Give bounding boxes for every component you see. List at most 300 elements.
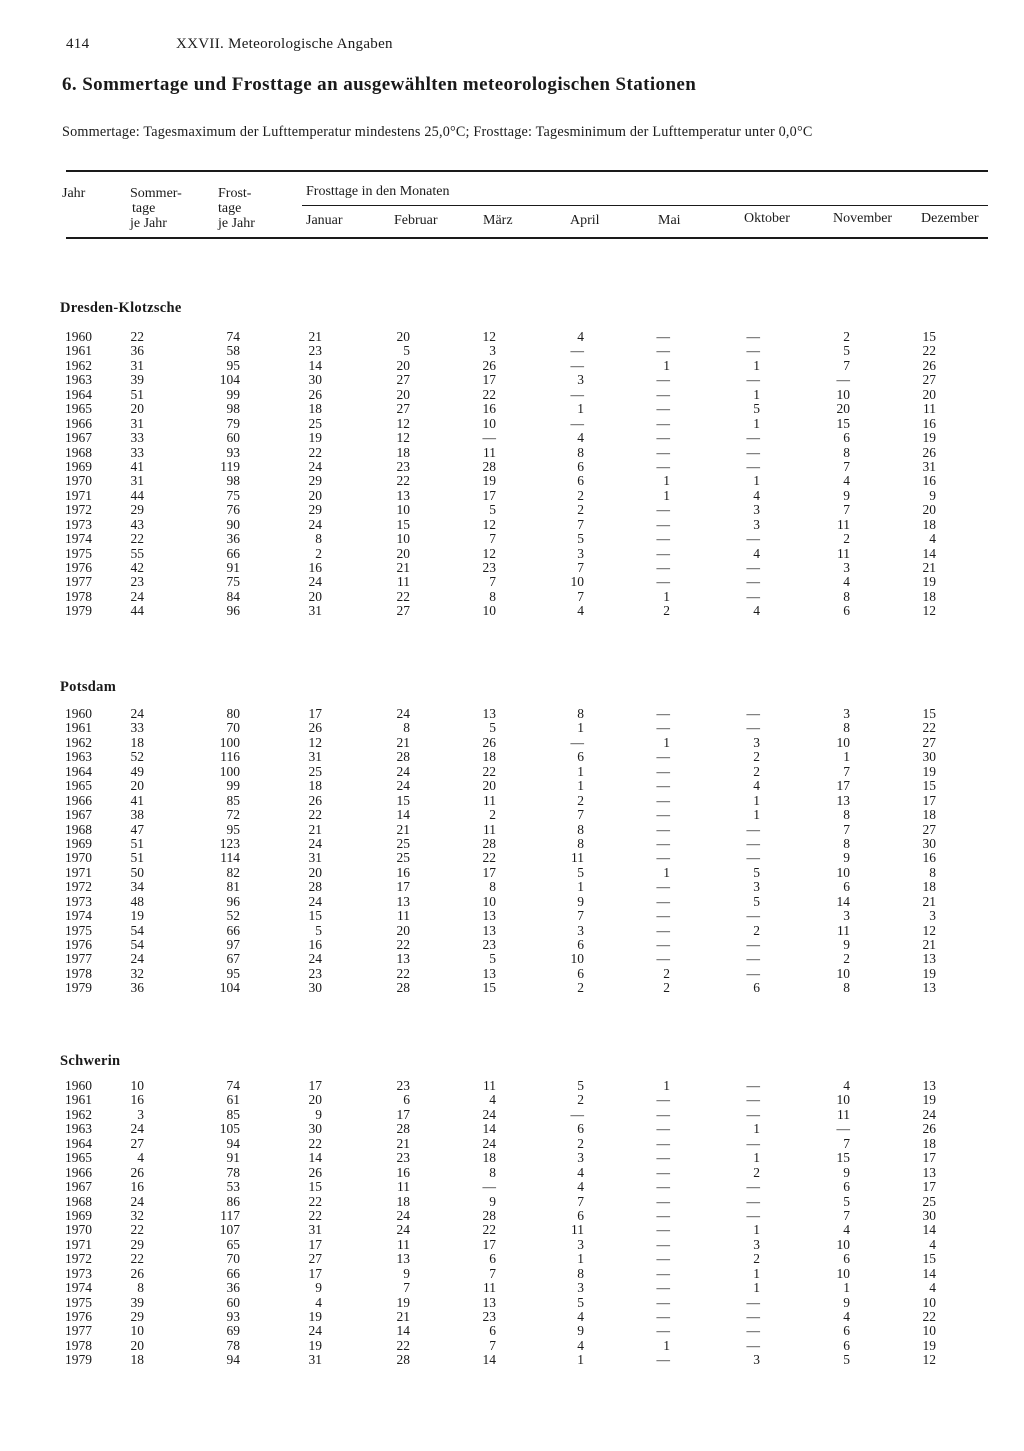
cell-november: 7 xyxy=(843,357,850,373)
cell-april: 8 xyxy=(577,444,584,460)
cell-mai: — xyxy=(656,1236,670,1252)
table-row xyxy=(0,765,1024,779)
table-row xyxy=(0,1195,1024,1209)
cell-frosttage: 53 xyxy=(226,1179,240,1195)
cell-januar: 18 xyxy=(308,778,322,794)
cell-sommertage: 31 xyxy=(130,473,144,489)
cell-frosttage: 78 xyxy=(226,1337,240,1353)
cell-dezember: 3 xyxy=(929,908,936,924)
table-row xyxy=(0,330,1024,344)
cell-oktober: 1 xyxy=(753,1265,760,1281)
cell-mai: — xyxy=(656,720,670,736)
cell-sommertage: 36 xyxy=(130,980,144,996)
cell-maerz: 24 xyxy=(482,1106,496,1122)
cell-dezember: 18 xyxy=(922,807,936,823)
cell-mai: — xyxy=(656,531,670,547)
table-row xyxy=(0,1079,1024,1093)
cell-year: 1966 xyxy=(65,415,92,431)
cell-frosttage: 36 xyxy=(226,1280,240,1296)
cell-frosttage: 93 xyxy=(226,1309,240,1324)
cell-frosttage: 60 xyxy=(226,1294,240,1310)
cell-november: 10 xyxy=(836,1265,850,1281)
table-row xyxy=(0,909,1024,923)
cell-year: 1976 xyxy=(65,937,92,952)
cell-sommertage: 29 xyxy=(130,502,144,518)
cell-april: 1 xyxy=(577,1251,584,1267)
cell-sommertage: 44 xyxy=(130,603,144,619)
cell-mai: — xyxy=(656,778,670,794)
cell-maerz: 13 xyxy=(482,1294,496,1310)
col-header-november: November xyxy=(833,211,893,226)
cell-januar: 12 xyxy=(308,734,322,750)
cell-sommertage: 22 xyxy=(130,1222,144,1238)
cell-oktober: 3 xyxy=(753,879,760,895)
cell-year: 1972 xyxy=(65,502,92,518)
cell-dezember: 13 xyxy=(922,1164,936,1180)
cell-maerz: 14 xyxy=(482,1352,496,1368)
cell-januar: 31 xyxy=(308,603,322,619)
cell-april: 2 xyxy=(577,487,584,503)
cell-januar: 15 xyxy=(308,908,322,924)
cell-april: 3 xyxy=(577,545,584,561)
cell-dezember: 4 xyxy=(929,531,936,547)
cell-year: 1969 xyxy=(65,458,92,474)
cell-april: 6 xyxy=(577,749,584,765)
cell-year: 1964 xyxy=(65,386,92,402)
cell-mai: 2 xyxy=(663,965,670,981)
cell-januar: 9 xyxy=(315,1106,322,1122)
table-row xyxy=(0,823,1024,837)
cell-mai: — xyxy=(656,706,670,721)
cell-januar: 22 xyxy=(308,1207,322,1223)
cell-januar: 17 xyxy=(308,706,322,721)
table-row xyxy=(0,736,1024,750)
cell-maerz: 5 xyxy=(489,502,496,518)
cell-januar: 31 xyxy=(308,1352,322,1368)
cell-dezember: 27 xyxy=(922,372,936,388)
col-header-sommertage-line1: Sommer- xyxy=(130,186,182,201)
cell-sommertage: 48 xyxy=(130,893,144,909)
cell-januar: 21 xyxy=(308,329,322,344)
cell-februar: 15 xyxy=(396,516,410,532)
cell-sommertage: 20 xyxy=(130,401,144,417)
header-top-rule xyxy=(66,170,988,172)
cell-mai: — xyxy=(656,1121,670,1137)
cell-februar: 9 xyxy=(403,1265,410,1281)
cell-dezember: 18 xyxy=(922,879,936,895)
cell-mai: — xyxy=(656,458,670,474)
table-row xyxy=(0,866,1024,880)
cell-februar: 7 xyxy=(403,1280,410,1296)
cell-frosttage: 70 xyxy=(226,720,240,736)
cell-februar: 24 xyxy=(396,706,410,721)
table-row xyxy=(0,518,1024,532)
cell-november: 20 xyxy=(836,401,850,417)
cell-sommertage: 41 xyxy=(130,458,144,474)
cell-dezember: 15 xyxy=(922,778,936,794)
cell-februar: 24 xyxy=(396,778,410,794)
cell-november: 2 xyxy=(843,329,850,344)
cell-maerz: 28 xyxy=(482,458,496,474)
col-header-frosttage-line3: je Jahr xyxy=(218,216,255,231)
cell-frosttage: 85 xyxy=(226,792,240,808)
cell-februar: 16 xyxy=(396,864,410,880)
cell-november: 11 xyxy=(837,1106,850,1122)
cell-januar: 26 xyxy=(308,1164,322,1180)
cell-januar: 16 xyxy=(308,937,322,952)
cell-januar: 14 xyxy=(308,357,322,373)
cell-frosttage: 93 xyxy=(226,444,240,460)
cell-januar: 31 xyxy=(308,1222,322,1238)
cell-frosttage: 74 xyxy=(226,329,240,344)
cell-sommertage: 3 xyxy=(137,1106,144,1122)
cell-april: 1 xyxy=(577,720,584,736)
table-row xyxy=(0,344,1024,358)
cell-april: 8 xyxy=(577,835,584,851)
cell-year: 1972 xyxy=(65,879,92,895)
cell-maerz: 22 xyxy=(482,763,496,779)
cell-oktober: — xyxy=(746,835,760,851)
cell-maerz: 15 xyxy=(482,980,496,996)
cell-april: — xyxy=(570,415,584,431)
cell-dezember: 31 xyxy=(922,458,936,474)
cell-dezember: 24 xyxy=(922,1106,936,1122)
cell-mai: — xyxy=(656,444,670,460)
cell-januar: 22 xyxy=(308,1193,322,1209)
cell-mai: — xyxy=(656,560,670,575)
cell-mai: 1 xyxy=(663,1337,670,1353)
cell-februar: 24 xyxy=(396,763,410,779)
cell-maerz: 14 xyxy=(482,1121,496,1137)
table-row xyxy=(0,851,1024,865)
cell-april: 3 xyxy=(577,1150,584,1166)
cell-dezember: 19 xyxy=(922,574,936,590)
cell-oktober: — xyxy=(746,1106,760,1122)
cell-oktober: 4 xyxy=(753,487,760,503)
cell-maerz: 4 xyxy=(489,1092,496,1108)
cell-maerz: 12 xyxy=(482,329,496,344)
cell-oktober: — xyxy=(746,444,760,460)
cell-year: 1979 xyxy=(65,980,92,996)
cell-februar: 13 xyxy=(396,487,410,503)
cell-februar: 22 xyxy=(396,473,410,489)
cell-year: 1964 xyxy=(65,1135,92,1151)
table-row xyxy=(0,590,1024,604)
cell-februar: 21 xyxy=(396,1309,410,1324)
cell-januar: 22 xyxy=(308,1135,322,1151)
col-header-sommertage-line2: tage xyxy=(132,201,156,216)
cell-februar: 12 xyxy=(396,415,410,431)
cell-april: 1 xyxy=(577,763,584,779)
cell-maerz: 8 xyxy=(489,588,496,604)
cell-dezember: 4 xyxy=(929,1280,936,1296)
cell-frosttage: 91 xyxy=(226,560,240,575)
cell-sommertage: 26 xyxy=(130,1164,144,1180)
cell-year: 1961 xyxy=(65,343,92,359)
cell-year: 1973 xyxy=(65,1265,92,1281)
cell-februar: 28 xyxy=(396,1352,410,1368)
cell-dezember: 18 xyxy=(922,1135,936,1151)
cell-mai: — xyxy=(656,1164,670,1180)
cell-sommertage: 47 xyxy=(130,821,144,837)
cell-mai: — xyxy=(656,545,670,561)
cell-januar: 24 xyxy=(308,458,322,474)
col-header-frosttage-group: Frosttage in den Monaten xyxy=(306,184,450,199)
table-row xyxy=(0,1223,1024,1237)
cell-januar: 25 xyxy=(308,763,322,779)
cell-frosttage: 100 xyxy=(219,734,240,750)
cell-januar: 26 xyxy=(308,720,322,736)
cell-sommertage: 39 xyxy=(130,372,144,388)
cell-dezember: 27 xyxy=(922,821,936,837)
cell-april: 2 xyxy=(577,502,584,518)
cell-frosttage: 100 xyxy=(219,763,240,779)
cell-januar: 31 xyxy=(308,850,322,866)
table-row xyxy=(0,561,1024,575)
cell-oktober: — xyxy=(746,1193,760,1209)
col-header-maerz: März xyxy=(483,213,513,228)
cell-year: 1960 xyxy=(65,329,92,344)
cell-maerz: 26 xyxy=(482,357,496,373)
cell-sommertage: 51 xyxy=(130,850,144,866)
cell-dezember: 25 xyxy=(922,1193,936,1209)
cell-oktober: 1 xyxy=(753,357,760,373)
cell-januar: 19 xyxy=(308,1309,322,1324)
cell-november: — xyxy=(836,372,850,388)
cell-year: 1974 xyxy=(65,531,92,547)
header-bottom-rule xyxy=(66,237,988,239)
cell-oktober: 1 xyxy=(753,1280,760,1296)
cell-maerz: 28 xyxy=(482,1207,496,1223)
cell-sommertage: 29 xyxy=(130,1309,144,1324)
cell-year: 1963 xyxy=(65,372,92,388)
cell-frosttage: 78 xyxy=(226,1164,240,1180)
cell-november: 11 xyxy=(837,516,850,532)
cell-november: 8 xyxy=(843,980,850,996)
col-header-frosttage xyxy=(218,186,255,231)
cell-year: 1967 xyxy=(65,807,92,823)
cell-dezember: 15 xyxy=(922,706,936,721)
cell-januar: 20 xyxy=(308,864,322,880)
cell-april: 1 xyxy=(577,778,584,794)
cell-year: 1965 xyxy=(65,401,92,417)
cell-sommertage: 24 xyxy=(130,951,144,967)
cell-februar: 11 xyxy=(397,1179,410,1195)
table-row xyxy=(0,837,1024,851)
cell-sommertage: 23 xyxy=(130,574,144,590)
cell-april: 1 xyxy=(577,401,584,417)
cell-sommertage: 31 xyxy=(130,357,144,373)
cell-year: 1967 xyxy=(65,430,92,446)
cell-maerz: 10 xyxy=(482,893,496,909)
cell-maerz: 2 xyxy=(489,807,496,823)
cell-februar: 24 xyxy=(396,1207,410,1223)
cell-mai: — xyxy=(656,1150,670,1166)
station-table-potsdam xyxy=(0,707,1024,996)
cell-oktober: — xyxy=(746,1323,760,1339)
cell-frosttage: 96 xyxy=(226,603,240,619)
cell-oktober: — xyxy=(746,430,760,446)
cell-mai: — xyxy=(656,1135,670,1151)
cell-januar: 29 xyxy=(308,473,322,489)
cell-year: 1965 xyxy=(65,778,92,794)
cell-frosttage: 94 xyxy=(226,1135,240,1151)
cell-april: 7 xyxy=(577,560,584,575)
cell-januar: 30 xyxy=(308,372,322,388)
cell-januar: 19 xyxy=(308,1337,322,1353)
cell-sommertage: 24 xyxy=(130,1193,144,1209)
cell-frosttage: 75 xyxy=(226,487,240,503)
cell-oktober: 2 xyxy=(753,749,760,765)
cell-april: 1 xyxy=(577,1352,584,1368)
cell-oktober: — xyxy=(746,458,760,474)
cell-januar: 22 xyxy=(308,807,322,823)
cell-year: 1970 xyxy=(65,1222,92,1238)
cell-februar: 14 xyxy=(396,807,410,823)
cell-februar: 18 xyxy=(396,444,410,460)
cell-maerz: 12 xyxy=(482,545,496,561)
cell-november: 10 xyxy=(836,864,850,880)
cell-year: 1963 xyxy=(65,749,92,765)
cell-dezember: 19 xyxy=(922,763,936,779)
cell-april: 7 xyxy=(577,807,584,823)
cell-oktober: — xyxy=(746,1078,760,1093)
cell-year: 1975 xyxy=(65,1294,92,1310)
cell-year: 1976 xyxy=(65,1309,92,1324)
cell-frosttage: 96 xyxy=(226,893,240,909)
cell-januar: 24 xyxy=(308,835,322,851)
cell-april: — xyxy=(570,343,584,359)
cell-mai: — xyxy=(656,516,670,532)
cell-april: 5 xyxy=(577,864,584,880)
cell-november: 9 xyxy=(843,850,850,866)
cell-sommertage: 10 xyxy=(130,1078,144,1093)
cell-frosttage: 114 xyxy=(220,850,240,866)
table-row xyxy=(0,359,1024,373)
cell-april: 6 xyxy=(577,458,584,474)
cell-sommertage: 32 xyxy=(130,1207,144,1223)
cell-januar: 20 xyxy=(308,1092,322,1108)
table-row xyxy=(0,952,1024,966)
cell-maerz: 20 xyxy=(482,778,496,794)
cell-sommertage: 33 xyxy=(130,720,144,736)
table-row xyxy=(0,575,1024,589)
table-row xyxy=(0,547,1024,561)
cell-year: 1977 xyxy=(65,574,92,590)
cell-oktober: — xyxy=(746,1179,760,1195)
table-row xyxy=(0,1310,1024,1324)
col-header-oktober: Oktober xyxy=(744,211,790,226)
cell-februar: 10 xyxy=(396,502,410,518)
cell-november: 10 xyxy=(836,386,850,402)
cell-november: 14 xyxy=(836,893,850,909)
cell-year: 1966 xyxy=(65,792,92,808)
cell-februar: 13 xyxy=(396,951,410,967)
table-row xyxy=(0,1296,1024,1310)
cell-mai: — xyxy=(656,401,670,417)
cell-mai: — xyxy=(656,835,670,851)
table-row xyxy=(0,1339,1024,1353)
cell-frosttage: 79 xyxy=(226,415,240,431)
cell-sommertage: 10 xyxy=(130,1323,144,1339)
cell-dezember: 21 xyxy=(922,893,936,909)
cell-dezember: 13 xyxy=(922,951,936,967)
cell-november: 17 xyxy=(836,778,850,794)
cell-april: 5 xyxy=(577,1294,584,1310)
table-row xyxy=(0,967,1024,981)
cell-maerz: 17 xyxy=(482,1236,496,1252)
cell-oktober: — xyxy=(746,1337,760,1353)
cell-februar: 28 xyxy=(396,1121,410,1137)
cell-maerz: 11 xyxy=(483,821,496,837)
cell-sommertage: 39 xyxy=(130,1294,144,1310)
cell-dezember: 4 xyxy=(929,1236,936,1252)
cell-maerz: 13 xyxy=(482,908,496,924)
cell-februar: 20 xyxy=(396,545,410,561)
cell-maerz: 11 xyxy=(483,444,496,460)
cell-november: 9 xyxy=(843,487,850,503)
cell-maerz: 23 xyxy=(482,560,496,575)
cell-maerz: 11 xyxy=(483,792,496,808)
table-row xyxy=(0,402,1024,416)
cell-sommertage: 18 xyxy=(130,734,144,750)
station-table-schwerin xyxy=(0,1079,1024,1368)
cell-mai: — xyxy=(656,1251,670,1267)
cell-januar: 23 xyxy=(308,343,322,359)
cell-april: 6 xyxy=(577,1121,584,1137)
chapter-title: XXVII. Meteorologische Angaben xyxy=(176,36,393,52)
cell-frosttage: 107 xyxy=(219,1222,240,1238)
cell-sommertage: 22 xyxy=(130,531,144,547)
cell-januar: 20 xyxy=(308,588,322,604)
cell-year: 1966 xyxy=(65,1164,92,1180)
cell-november: 7 xyxy=(843,502,850,518)
cell-februar: 13 xyxy=(396,893,410,909)
cell-april: — xyxy=(570,357,584,373)
cell-sommertage: 38 xyxy=(130,807,144,823)
cell-november: 4 xyxy=(843,473,850,489)
cell-year: 1960 xyxy=(65,706,92,721)
cell-april: 11 xyxy=(571,1222,584,1238)
cell-november: 6 xyxy=(843,1337,850,1353)
cell-oktober: — xyxy=(746,965,760,981)
cell-year: 1971 xyxy=(65,864,92,880)
cell-mai: 1 xyxy=(663,734,670,750)
cell-dezember: 19 xyxy=(922,1092,936,1108)
cell-januar: 30 xyxy=(308,980,322,996)
cell-mai: — xyxy=(656,329,670,344)
cell-april: 10 xyxy=(570,574,584,590)
cell-dezember: 14 xyxy=(922,1222,936,1238)
cell-maerz: — xyxy=(482,430,496,446)
cell-frosttage: 80 xyxy=(226,706,240,721)
cell-sommertage: 26 xyxy=(130,1265,144,1281)
cell-november: 2 xyxy=(843,951,850,967)
cell-sommertage: 8 xyxy=(137,1280,144,1296)
cell-oktober: — xyxy=(746,850,760,866)
cell-oktober: 4 xyxy=(753,603,760,619)
cell-frosttage: 65 xyxy=(226,1236,240,1252)
cell-maerz: 24 xyxy=(482,1135,496,1151)
cell-frosttage: 76 xyxy=(226,502,240,518)
cell-oktober: 3 xyxy=(753,1236,760,1252)
cell-maerz: 18 xyxy=(482,1150,496,1166)
cell-januar: 8 xyxy=(315,531,322,547)
cell-mai: — xyxy=(656,1193,670,1209)
cell-maerz: 8 xyxy=(489,879,496,895)
cell-frosttage: 105 xyxy=(219,1121,240,1137)
cell-dezember: 30 xyxy=(922,1207,936,1223)
